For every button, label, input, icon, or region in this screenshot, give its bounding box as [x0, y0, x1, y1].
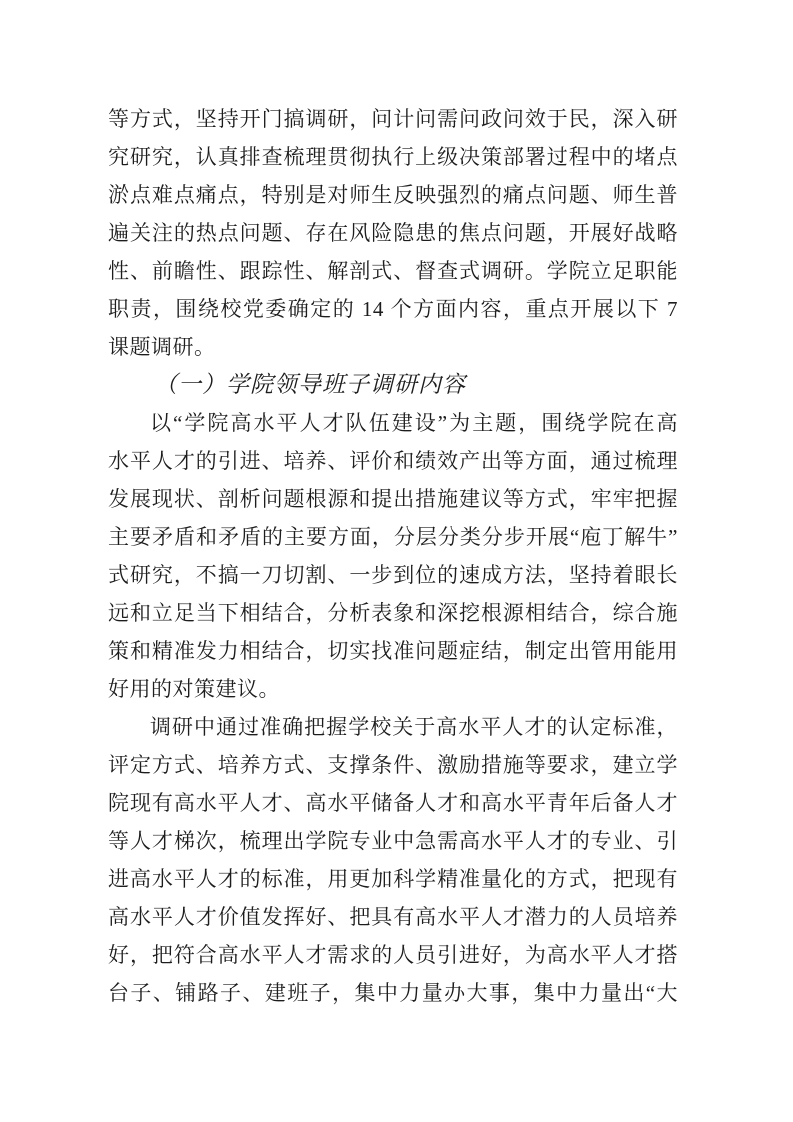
- text-line: 遍关注的热点问题、存在风险隐患的焦点问题，开展好战略: [108, 221, 678, 245]
- heading-line: （一）学院领导班子调研内容: [154, 372, 466, 397]
- text-line: 高水平人才价值发挥好、把具有高水平人才潜力的人员培养: [108, 905, 678, 929]
- text-line: 好用的对策建议。: [108, 677, 280, 701]
- text-line: 好，把符合高水平人才需求的人员引进好，为高水平人才搭: [108, 943, 678, 967]
- text-line: 等人才梯次，梳理出学院专业中急需高水平人才的专业、引: [108, 829, 678, 853]
- section-heading: [108, 366, 678, 404]
- paragraph: [108, 404, 678, 708]
- text-line: 远和立足当下相结合，分析表象和深挖根源相结合，综合施: [108, 601, 678, 625]
- text-line: 淤点难点痛点，特别是对师生反映强烈的痛点问题、师生普: [108, 183, 678, 207]
- text-line: 究研究，认真排查梳理贯彻执行上级决策部署过程中的堵点: [108, 145, 678, 169]
- text-line: 策和精准发力相结合，切实找准问题症结，制定出管用能用: [108, 639, 678, 663]
- text-line: 进高水平人才的标准，用更加科学精准量化的方式，把现有: [108, 867, 678, 891]
- text-line: 主要矛盾和矛盾的主要方面，分层分类分步开展“庖丁解牛”: [108, 525, 678, 549]
- text-line: 发展现状、剖析问题根源和提出措施建议等方式，牢牢把握: [108, 487, 678, 511]
- text-line: 调研中通过准确把握学校关于高水平人才的认定标准，: [150, 715, 678, 739]
- paragraph: [108, 100, 678, 366]
- text-line: 性、前瞻性、跟踪性、解剖式、督查式调研。学院立足职能: [108, 259, 678, 283]
- document-body: [108, 100, 678, 1012]
- text-line: 院现有高水平人才、高水平储备人才和高水平青年后备人才: [108, 791, 678, 815]
- paragraph: [108, 708, 678, 1012]
- text-line: 评定方式、培养方式、支撑条件、激励措施等要求，建立学: [108, 753, 678, 777]
- text-line: 课题调研。: [108, 335, 216, 359]
- text-line: 职责，围绕校党委确定的 14 个方面内容，重点开展以下 7: [108, 297, 678, 321]
- text-line: 以“学院高水平人才队伍建设”为主题，围绕学院在高: [150, 411, 678, 435]
- text-line: 水平人才的引进、培养、评价和绩效产出等方面，通过梳理: [108, 449, 678, 473]
- text-line: 台子、铺路子、建班子，集中力量办大事，集中力量出“大: [108, 981, 678, 1005]
- text-line: 式研究，不搞一刀切割、一步到位的速成方法，坚持着眼长: [108, 563, 678, 587]
- text-line: 等方式，坚持开门搞调研，问计问需问政问效于民，深入研: [108, 107, 678, 131]
